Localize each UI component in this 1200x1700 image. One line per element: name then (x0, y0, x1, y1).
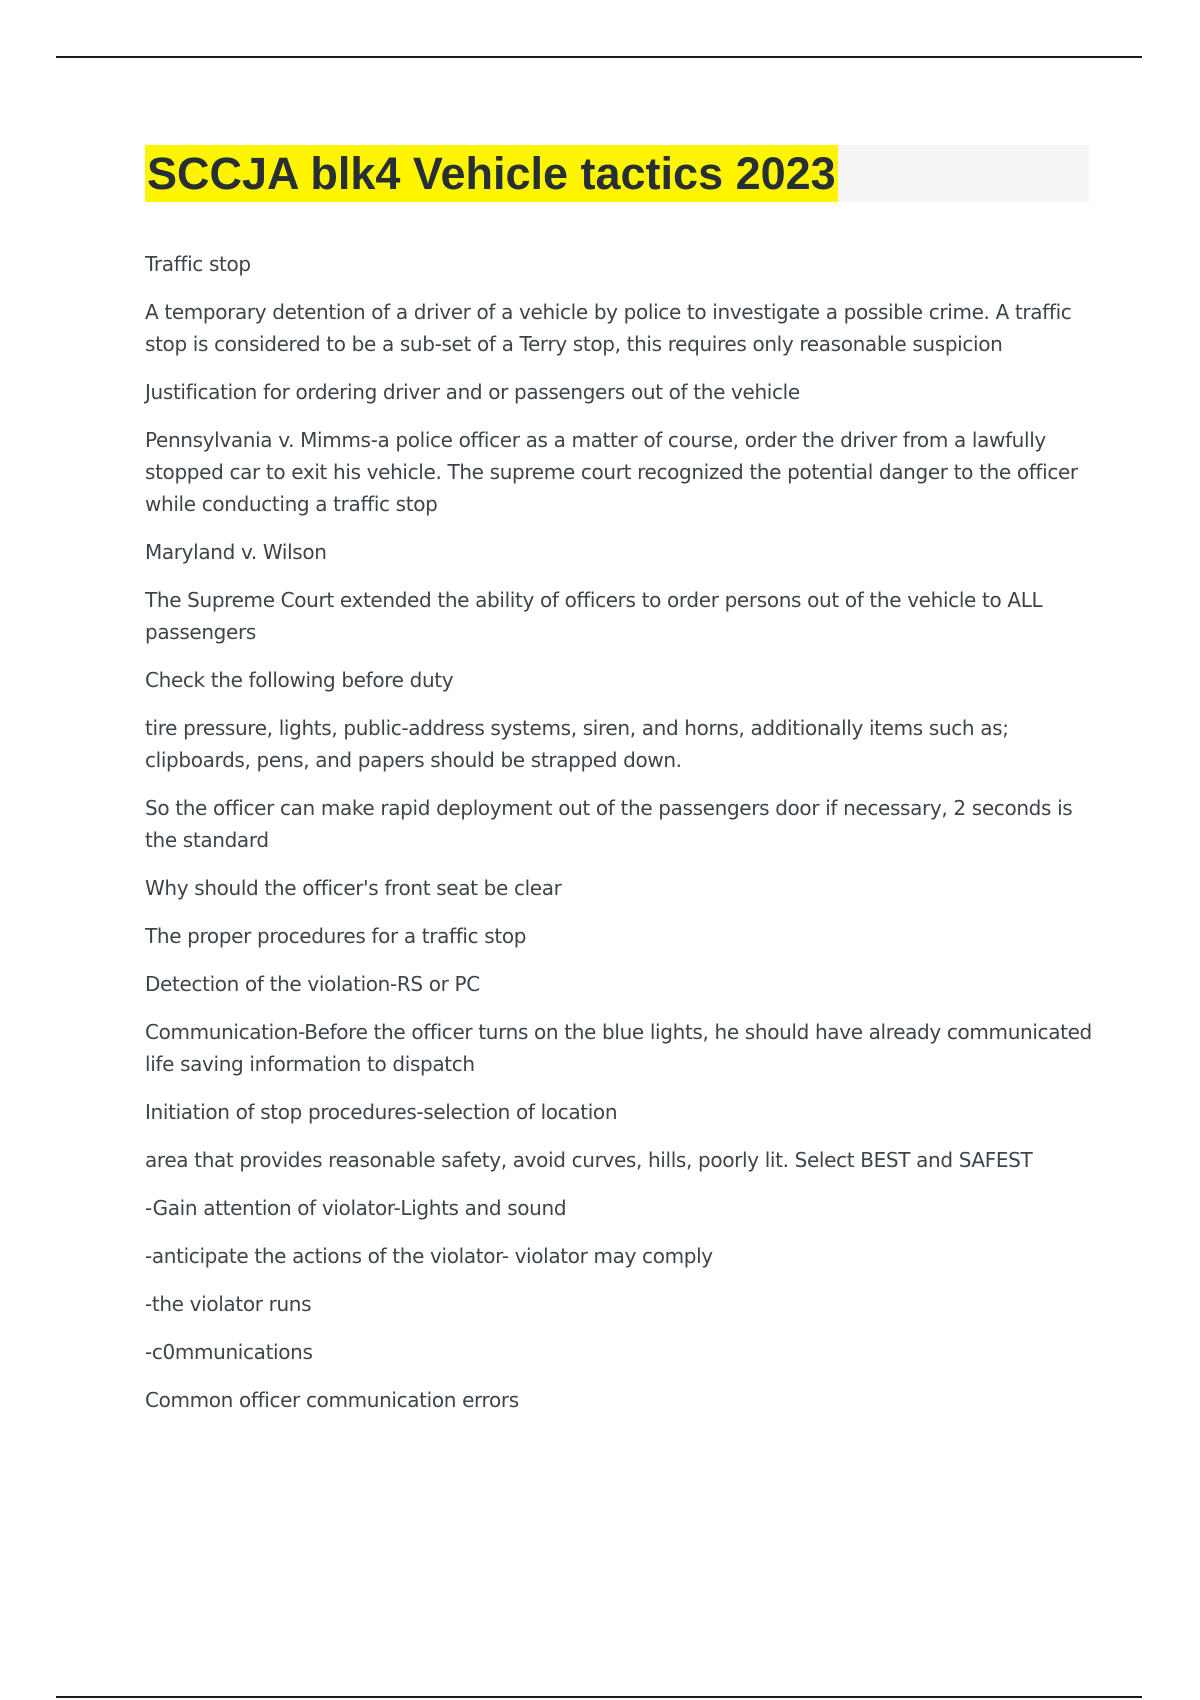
paragraph: Pennsylvania v. Mimms-a police officer as a matter of course, order the driver from a lawfully stopped car to exit his vehicle. The supreme court recognized the potential danger to the officer while conducting a traffic stop (145, 428, 1078, 516)
paragraph: So the officer can make rapid deployment out of the passengers door if necessary, 2 seconds is the standard (145, 796, 1073, 852)
paragraph: A temporary detention of a driver of a vehicle by police to investigate a possible crime. A traffic stop is considered to be a sub-set of a Terry stop, this requires only reasonable suspicion (145, 300, 1072, 356)
paragraph: Detection of the violation-RS or PC (145, 972, 480, 996)
paragraph: The proper procedures for a traffic stop (145, 924, 527, 948)
paragraph: area that provides reasonable safety, avoid curves, hills, poorly lit. Select BEST and SAFEST (145, 1148, 1033, 1172)
paragraph: Initiation of stop procedures-selection of location (145, 1100, 618, 1124)
paragraph: -Gain attention of violator-Lights and sound (145, 1196, 567, 1220)
paragraph: Maryland v. Wilson (145, 540, 327, 564)
paragraph: Check the following before duty (145, 668, 454, 692)
top-divider (56, 56, 1142, 58)
bottom-divider (56, 1696, 1142, 1698)
paragraph: Traffic stop (145, 252, 251, 276)
paragraph: The Supreme Court extended the ability of officers to order persons out of the vehicle to ALL passengers (145, 588, 1043, 644)
paragraph: Communication-Before the officer turns on the blue lights, he should have already communicated life saving information to dispatch (145, 1020, 1092, 1076)
paragraph: tire pressure, lights, public-address systems, siren, and horns, additionally items such as; clipboards, pens, and papers should be strapped down. (145, 716, 1009, 772)
paragraph: -c0mmunications (145, 1340, 313, 1364)
paragraph: Justification for ordering driver and or passengers out of the vehicle (145, 380, 800, 404)
paragraph: -the violator runs (145, 1292, 312, 1316)
paragraph: Common officer communication errors (145, 1388, 519, 1412)
title-banner (145, 145, 1089, 202)
paragraph: -anticipate the actions of the violator- violator may comply (145, 1244, 713, 1268)
document-body (145, 248, 1095, 1432)
document-title: SCCJA blk4 Vehicle tactics 2023 (145, 145, 838, 202)
paragraph: Why should the officer's front seat be clear (145, 876, 562, 900)
